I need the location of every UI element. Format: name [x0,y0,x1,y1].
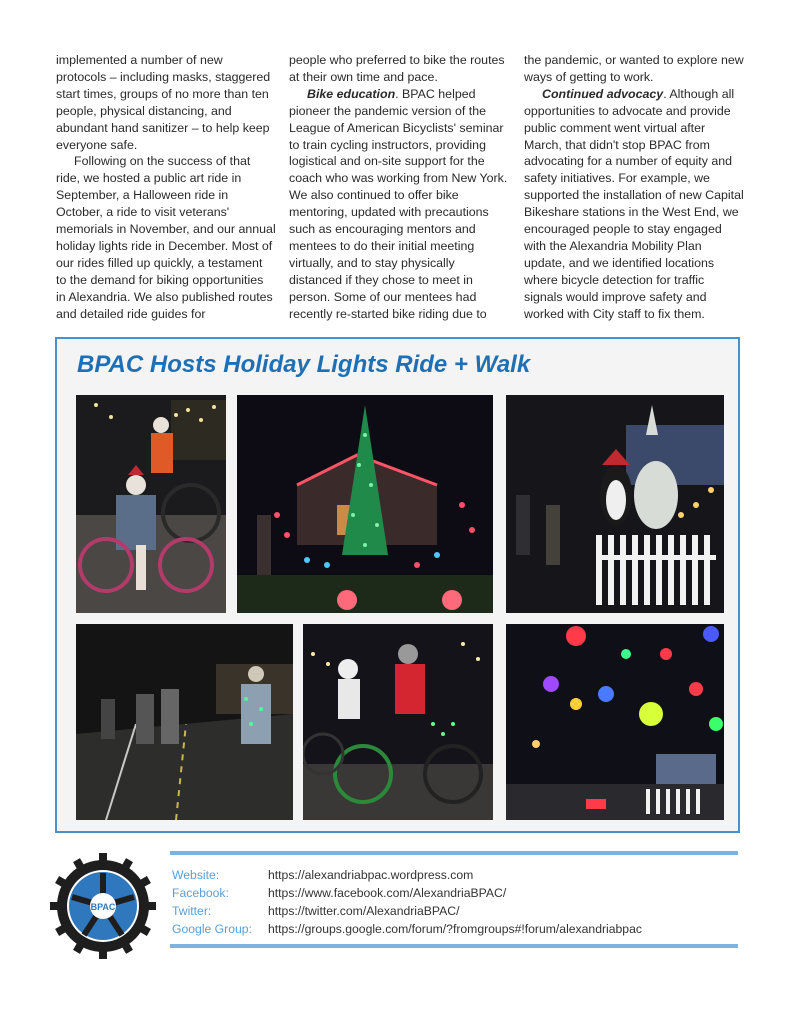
col2-paragraph-1: people who preferred to bike the routes at their own time and pace. [289,53,505,84]
facebook-link[interactable]: https://www.facebook.com/AlexandriaBPAC/ [268,886,507,900]
footer-rule-top [170,851,738,855]
photo-walkers-path [76,624,293,820]
article-column-2 [289,52,509,323]
continued-advocacy-text: . Although all opportunities to advocate and provide public comment went virtual after March, that didn't stop BPAC from advocating for a number of equity and safety initiatives. For example, we supported the installation of new Capital Bikeshare stations in the West End, we encouraged people to stay engaged with the Alexandria Mobility Plan update, and we identified locations where bicycle detection for traffic signals would improve safety and worked with City staff to fix them. [524,86,744,321]
photo-light-balls [506,624,724,820]
article-column-3 [524,52,744,323]
contact-links [172,866,642,938]
col1-paragraph-1: implemented a number of new protocols – including masks, staggered start times, groups of no more than ten people, physical distancing, and abundant hand sanitizer – to help keep everyone safe. [56,53,271,152]
photo-box-title: BPAC Hosts Holiday Lights Ride + Walk [77,351,531,378]
google-group-link[interactable]: https://groups.google.com/forum/?fromgroups#!forum/alexandriabpac [268,922,642,936]
website-link[interactable]: https://alexandriabpac.wordpress.com [268,868,474,882]
photo-kids-on-bikes [76,395,226,613]
footer-rule-bottom [170,944,738,948]
photo-lit-house [237,395,493,613]
col1-paragraph-2: Following on the success of that ride, we hosted a public art ride in September, a Halloween ride in October, a ride to visit veterans' memorials in November, and our annual holiday lights ride in December. Most of our rides filled up quickly, a testament to the demand for biking opportunities in Alexandria. We also published routes and detailed ride guides for [56,154,276,321]
article-column-1 [56,52,276,323]
logo-center-text: BPAC [90,902,116,912]
col3-paragraph-1: the pandemic, or wanted to explore new ways of getting to work. [524,53,744,84]
bike-education-heading: Bike education [307,86,396,101]
twitter-link[interactable]: https://twitter.com/AlexandriaBPAC/ [268,904,460,918]
twitter-row [172,902,642,920]
twitter-label: Twitter: [172,904,212,918]
photo-costumed-riders [303,624,493,820]
col3-paragraph-2 [524,86,744,323]
website-row [172,866,642,884]
holiday-lights-photo-box [55,337,740,833]
bpac-gear-logo [50,853,156,959]
bike-education-text: . BPAC helped pioneer the pandemic version of the League of American Bicyclists' seminar to train cycling instructors, providing logistical and on-site support for the coach who was working from New York. We also continued to offer bike mentoring, updated with precautions such as encouraging mentors and mentees to do their initial meeting virtually, and to stay physically distanced if they chose to meet in person. Some of our mentees had recently re-started bike riding due to [289,86,508,321]
col2-paragraph-2 [289,86,509,323]
google-group-row [172,920,642,938]
facebook-label: Facebook: [172,886,229,900]
facebook-row [172,884,642,902]
google-group-label: Google Group: [172,922,252,936]
photo-inflatables-fence [506,395,724,613]
continued-advocacy-heading: Continued advocacy [542,86,664,101]
website-label: Website: [172,868,220,882]
